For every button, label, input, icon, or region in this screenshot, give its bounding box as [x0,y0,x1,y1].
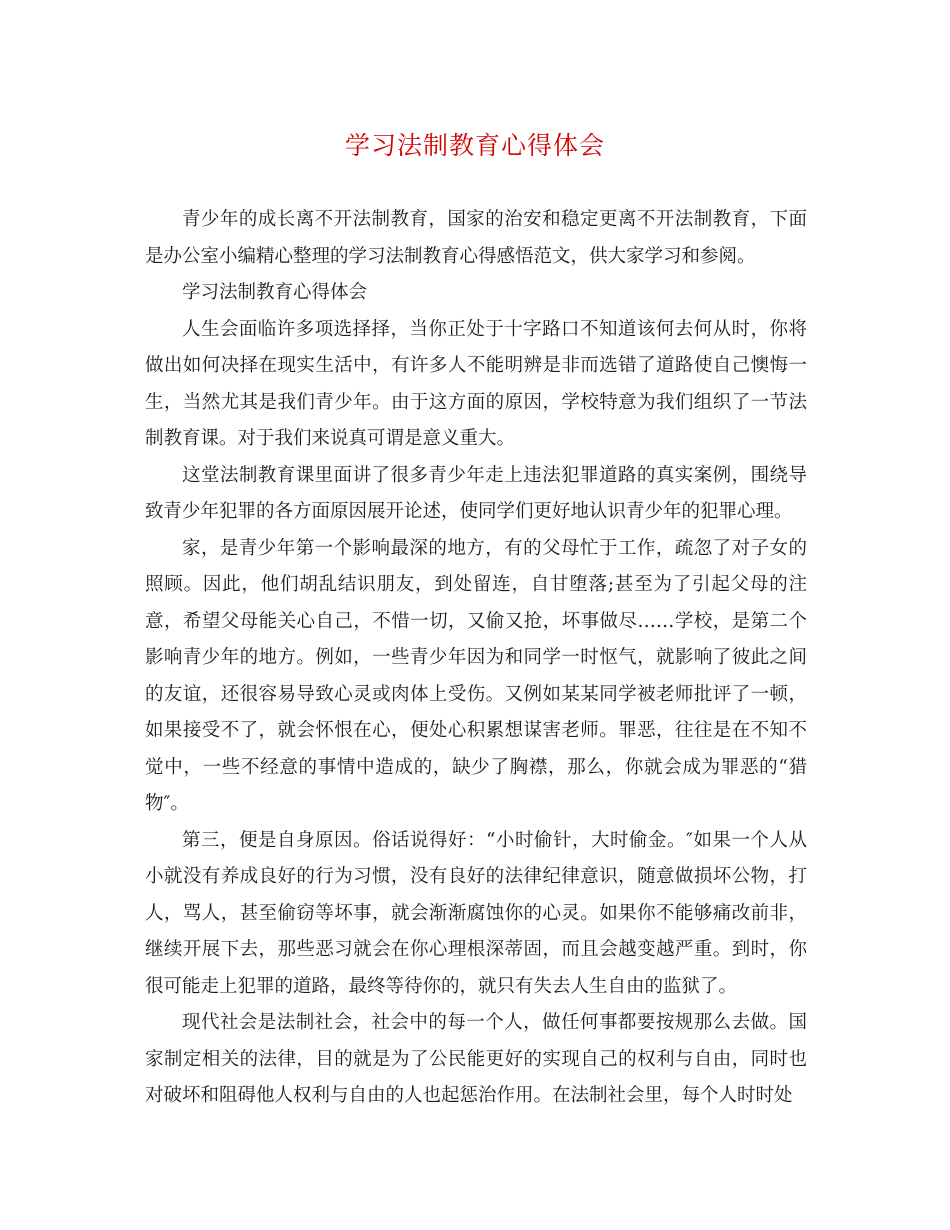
body-paragraph: 人生会面临许多项选择择，当你正处于十字路口不知道该何去何从时，你将做出如何决择在现实生活中，有许多人不能明辨是非而选错了道路使自己懊悔一生，当然尤其是我们青少年。由于这方面的原因，学校特意为我们组织了一节法制教育课。对于我们来说真可谓是意义重大。 [145,318,807,449]
body-paragraph: 现代社会是法制社会，社会中的每一个人，做任何事都要按规那么去做。国家制定相关的法律，目的就是为了公民能更好的实现自己的权利与自由，同时也对破坏和阻碍他人权利与自由的人也起惩治作用。在法制社会里，每个人时时处 [145,1012,807,1106]
document-title: 学习法制教育心得体会 [344,131,605,160]
body-paragraph: 家，是青少年第一个影响最深的地方，有的父母忙于工作，疏忽了对子女的照顾。因此，他们胡乱结识朋友，到处留连，自甘堕落;甚至为了引起父母的注意，希望父母能关心自己，不惜一切，又偷又抢，坏事做尽……学校，是第二个影响青少年的地方。例如，一些青少年因为和同学一时怄气，就影响了彼此之间的友谊，还很容易导致心灵或肉体上受伤。又例如某某同学被老师批评了一顿，如果接受不了，就会怀恨在心，便处心积累想谋害老师。罪恶，往往是在不知不觉中，一些不经意的事情中造成的，缺少了胸襟，那么，你就会成为罪恶的“猎物″。 [145,537,807,814]
intro-paragraph: 青少年的成长离不开法制教育，国家的治安和稳定更离不开法制教育，下面是办公室小编精心整理的学习法制教育心得感悟范文，供大家学习和参阅。 [145,209,807,267]
section-heading: 学习法制教育心得体会 [182,282,368,303]
body-paragraph: 这堂法制教育课里面讲了很多青少年走上违法犯罪道路的真实案例，围绕导致青少年犯罪的各方面原因展开论述，使同学们更好地认识青少年的犯罪心理。 [145,464,807,522]
document-body [145,202,807,1115]
body-paragraph: 第三，便是自身原因。俗话说得好：“小时偷针，大时偷金。″如果一个人从小就没有养成良好的行为习惯，没有良好的法律纪律意识，随意做损坏公物，打人，骂人，甚至偷窃等坏事，就会渐渐腐蚀你的心灵。如果你不能够痛改前非，继续开展下去，那些恶习就会在你心理根深蒂固，而且会越变越严重。到时，你很可能走上犯罪的道路，最终等待你的，就只有失去人生自由的监狱了。 [145,829,807,997]
